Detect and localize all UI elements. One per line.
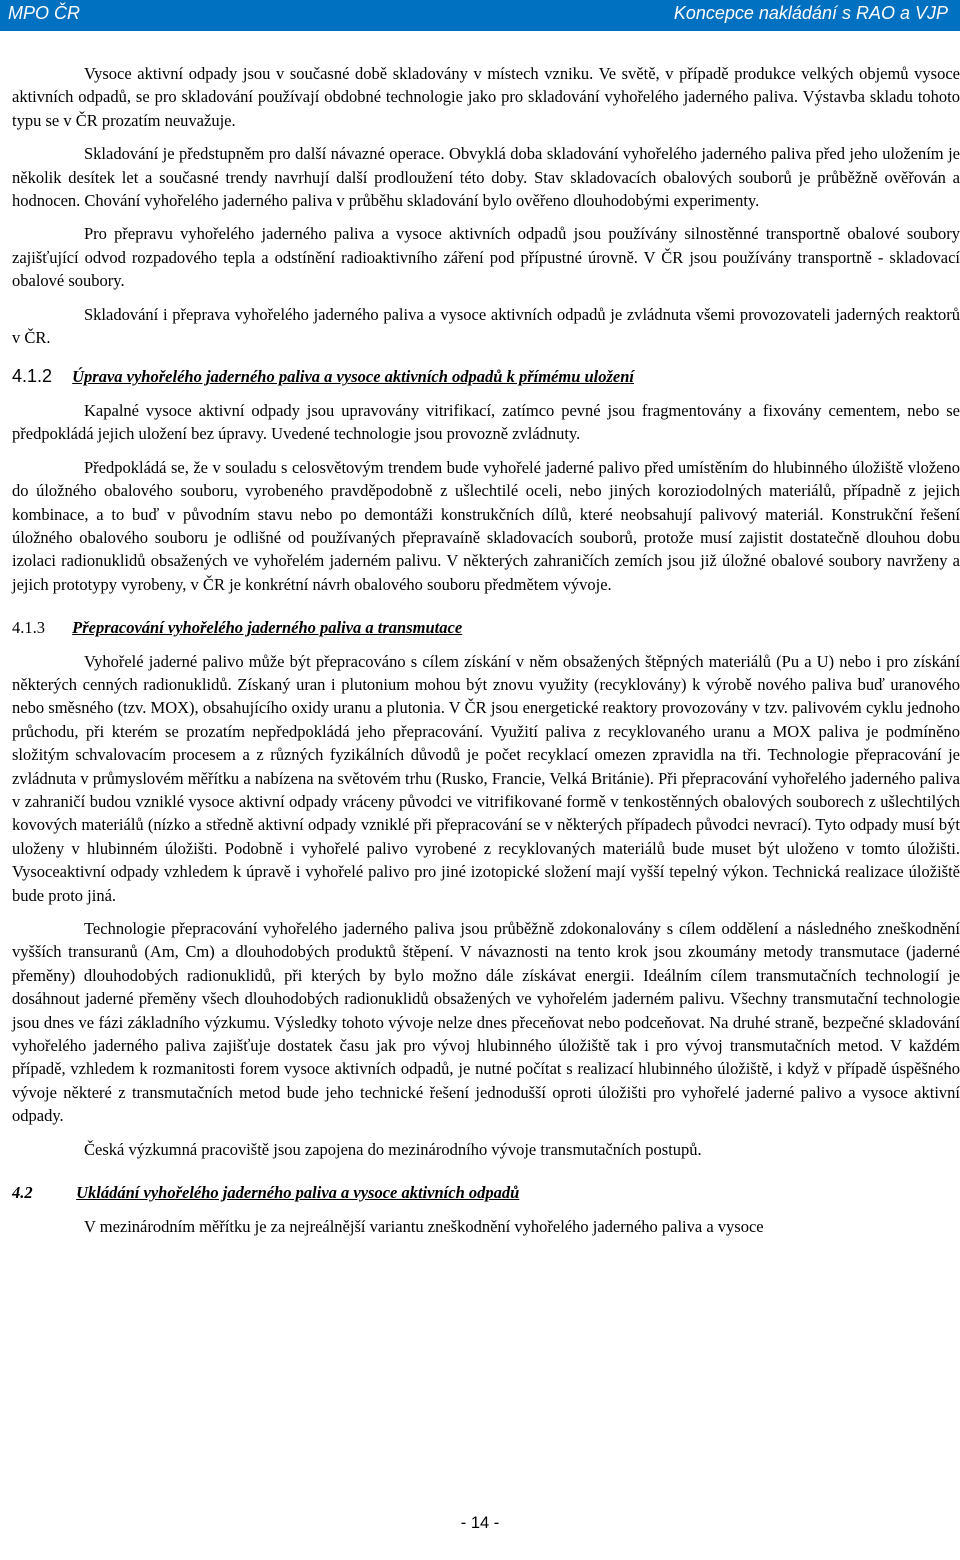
- paragraph-czech-research: Česká výzkumná pracoviště jsou zapojena do mezinárodního vývoje transmutačních postupů.: [84, 1139, 702, 1159]
- page-number: - 14 -: [460, 1514, 500, 1532]
- section-title: Přepracování vyhořelého jaderného paliva a transmutace: [72, 618, 463, 638]
- section-heading-4-2: [12, 1181, 960, 1204]
- section-number: 4.2: [12, 1183, 33, 1203]
- page-header-bar: [0, 0, 960, 31]
- document-body: [12, 62, 960, 1239]
- header-left-text: MPO ČR: [8, 3, 80, 23]
- paragraph-international: V mezinárodním měřítku je za nejreálnější variantu zneškodnění vyhořelého jaderného paliva a vysoce: [84, 1217, 764, 1237]
- paragraph-operators: Skladování i přeprava vyhořelého jaderného paliva a vysoce aktivních odpadů je zvládnuta všemi provozovateli jaderných reaktorů v ČR.: [12, 304, 960, 348]
- paragraph-storage-duration: Skladování je předstupněm pro další návazné operace. Obvyklá doba skladování vyhořelého jaderného paliva před jeho uložením je několik desítek let a současné trendy navrhují další prodloužení této doby. Stav skladovacích obalových souborů je průběžně ověřován a hodnocen. Chování vyhořelého jaderného paliva v průběhu skladování bylo ověřeno dlouhodobými experimenty.: [12, 144, 960, 211]
- paragraph-reprocessing: Vyhořelé jaderné palivo může být přepracováno s cílem získání v něm obsažených štěpných materiálů (Pu a U) nebo i pro získání některých cenných radionuklidů. Získaný uran i plutonium mohou být znovu využity (recyklovány) k výrobě nového paliva buď uranového nebo směsného (tzv. MOX), obsahujícího oxidy uranu a plutonia. V ČR jsou energetické reaktory provozovány v tzv. palivovém cyklu jednoho průchodu, při kterém se prozatím nepředpokládá jeho přepracování. Využití paliva z recyklovaného uranu a MOX paliva je podmíněno složitým schvalovacím procesem a z různých fyzikálních důvodů je počet recyklací omezen zpravidla na tři. Technologie přepracování je zvládnuta v průmyslovém měřítku a nabízena na světovém trhu (Rusko, Francie, Velká Británie). Při přepracování vyhořelého jaderného paliva v zahraničí budou vzniklé vysoce aktivní odpady vráceny původci ve vitrifikované formě v tenkostěnných obalových souborech z ušlechtilých kovových materiálů (nízko a středně aktivní odpady vzniklé při přepracování se v některých případech původci nevrací). Tyto odpady musí být uloženy v hlubinném úložišti. Podobně i vyhořelé palivo vyrobené z recyklovaných materiálů bude muset být uloženo v tomto úložišti. Vysoceaktivní odpady vzhledem k úpravě i vyhořelé palivo pro jiné izotopické složení mají vyšší tepelný výkon. Technická realizace úložiště bude proto jiná.: [12, 651, 960, 905]
- paragraph-transmutation: Technologie přepracování vyhořelého jaderného paliva jsou průběžně zdokonalovány s cílem oddělení a následného zneškodnění vyšších transuranů (Am, Cm) a dlouhodobých produktů štěpení. V návaznosti na tento krok jsou zkoumány metody transmutace (jaderné přeměny) dlouhodobých radionuklidů, při kterých by bylo možno dále získávat energii. Ideálním cílem transmutačních technologií je dosáhnout jaderné přeměny všech dlouhodobých radionuklidů obsažených ve vyhořelém jaderném palivu. Všechny transmutační technologie jsou dnes ve fázi základního výzkumu. Výsledky tohoto vývoje nelze dnes přeceňovat nebo podceňovat. Na druhé straně, bezpečné skladování vyhořelého jaderného paliva zajišťuje dostatek času jak pro vývoj hlubinného úložiště tak i pro vývoj transmutačních metod. V každém případě, vzhledem k rozmanitosti forem vysoce aktivních odpadů, je nutné počítat s realizací hlubinného úložiště, i když v případě úspěšného vývoje některé z transmutačních metod bude jeho technické řešení jednodušší oproti úložišti pro vyhořelé jaderné palivo a vysoce aktivní odpady.: [12, 919, 960, 1126]
- paragraph-transport: Pro přepravu vyhořelého jaderného paliva a vysoce aktivních odpadů jsou používány silnostěnné transportně obalové soubory zajišťující odvod rozpadového tepla a odstínění radioaktivního záření pod přípustné úrovně. V ČR jsou používány transportně - skladovací obalové soubory.: [12, 224, 960, 291]
- section-number: 4.1.2: [12, 366, 53, 387]
- section-heading-4-1-2: [12, 365, 960, 388]
- paragraph-disposal-container: Předpokládá se, že v souladu s celosvětovým trendem bude vyhořelé jaderné palivo před umístěním do hlubinného úložiště vloženo do úložného obalového souboru, vyrobeného pravděpodobně z ušlechtilé oceli, nebo jiných koroziodolných materiálů, případně z jejich kombinace, a to buď v původním stavu nebo po demontáži konstrukčních dílů, které neobsahují palivový materiál. Konstrukční řešení úložného obalového souboru je odlišné od používaných přepravaíně skladovacích souborů, protože musí zajistit dostatečně dlouhou dobu izolaci radionuklidů obsažených ve vyhořelém jaderném palivu. V některých zahraničích zemích jsou již úložné obalové soubory navrženy a jejich prototypy vyrobeny, v ČR je konkrétní návrh obalového souboru předmětem vývoje.: [12, 457, 960, 594]
- header-right-text: Koncepce nakládání s RAO a VJP: [673, 3, 948, 23]
- section-number: 4.1.3: [12, 618, 45, 638]
- section-title: Ukládání vyhořelého jaderného paliva a vysoce aktivních odpadů: [76, 1183, 520, 1203]
- section-heading-4-1-3: [12, 616, 960, 639]
- paragraph-vitrification: Kapalné vysoce aktivní odpady jsou upravovány vitrifikací, zatímco pevné jsou fragmentovány a fixovány cementem, nebo se předpokládá jejich uložení bez úpravy. Uvedené technologie jsou provozně zvládnuty.: [12, 400, 960, 444]
- paragraph-storage-hla: Vysoce aktivní odpady jsou v současné době skladovány v místech vzniku. Ve světě, v případě produkce velkých objemů vysoce aktivních odpadů, se pro skladování používají obdobné technologie jako pro skladování vyhořelého jaderného paliva. Výstavba skladu tohoto typu se v ČR prozatím neuvažuje.: [12, 64, 960, 130]
- section-title: Úprava vyhořelého jaderného paliva a vysoce aktivních odpadů k přímému uložení: [72, 367, 635, 387]
